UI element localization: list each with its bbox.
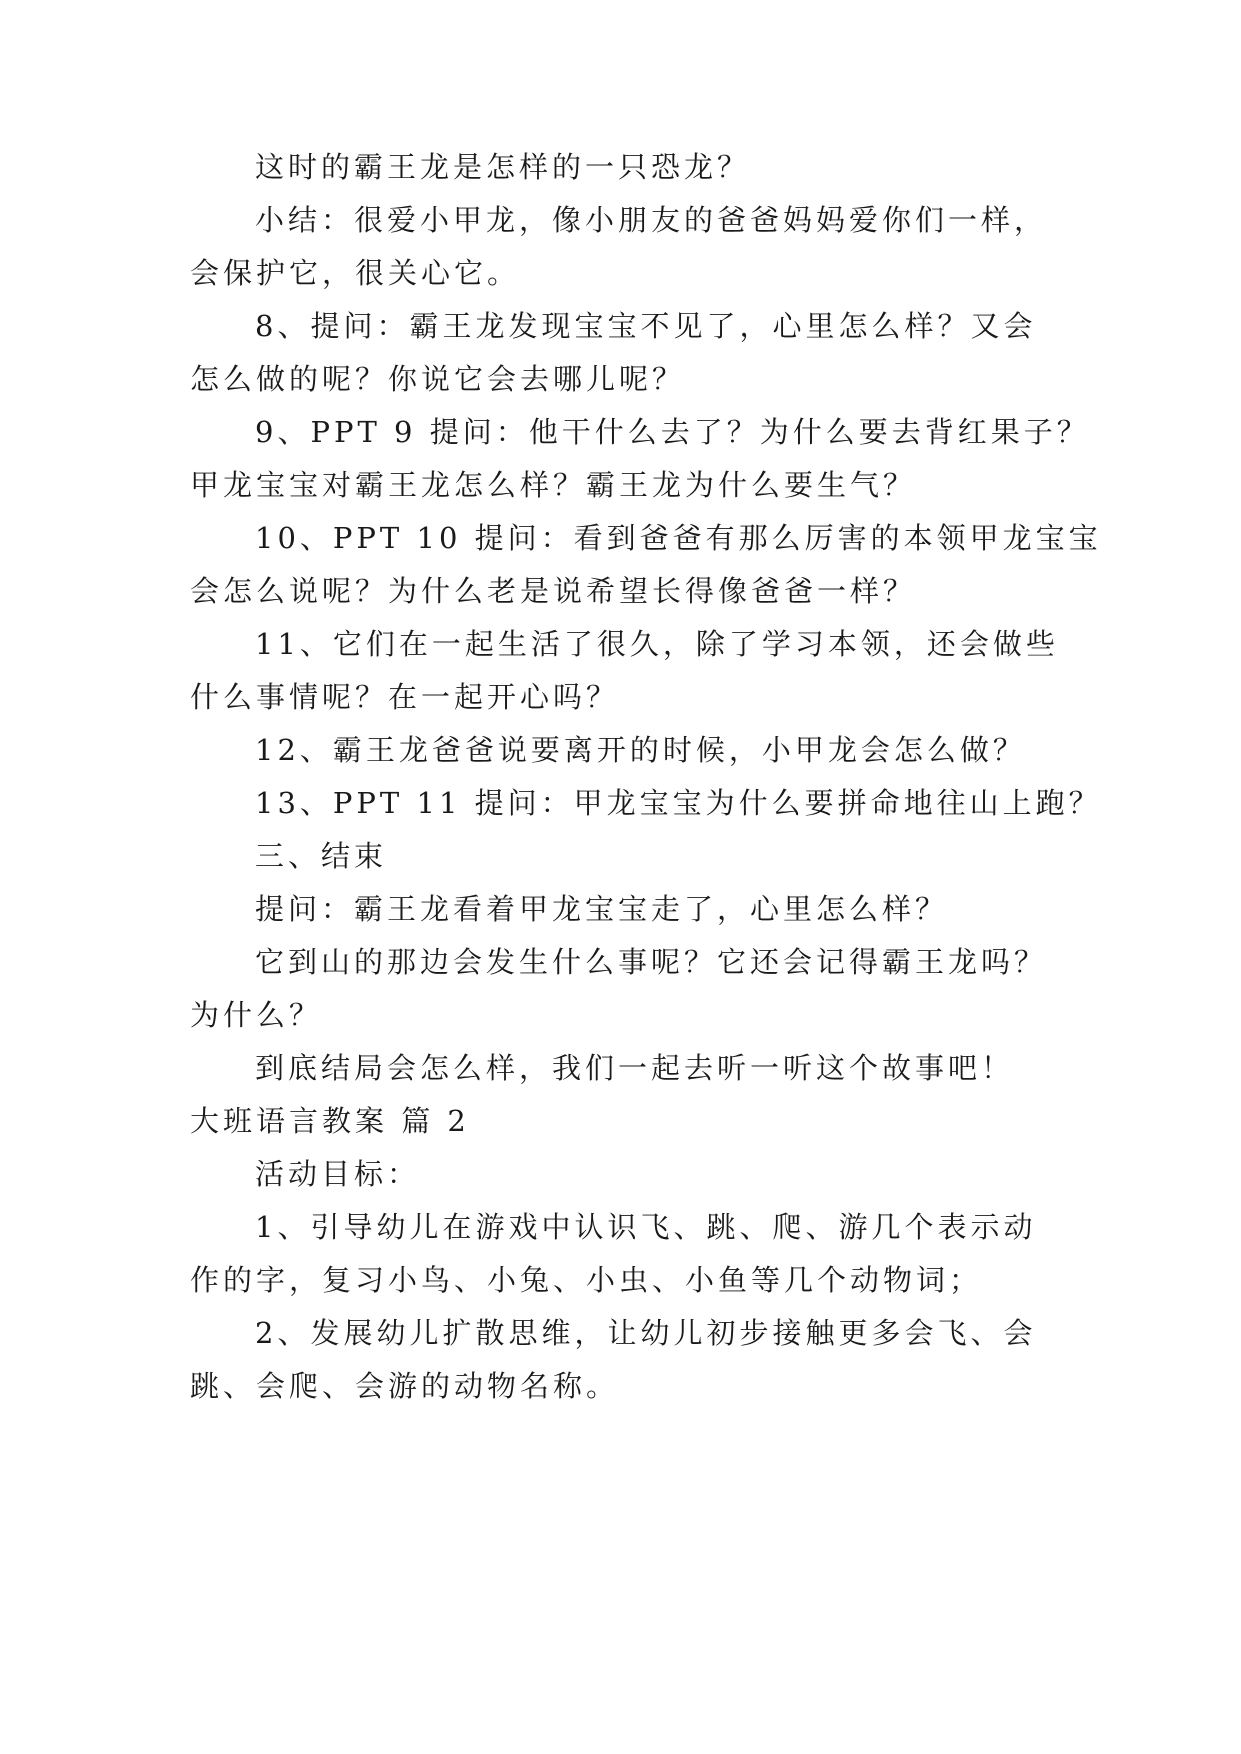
paragraph-line: 它到山的那边会发生什么事呢？它还会记得霸王龙吗？ — [255, 945, 1048, 979]
paragraph-line: 到底结局会怎么样，我们一起去听一听这个故事吧！ — [255, 1051, 1015, 1085]
paragraph-line: 会保护它，很关心它。 — [190, 256, 521, 290]
paragraph-line: 9、PPT 9 提问：他干什么去了？为什么要去背红果子？ — [255, 415, 1090, 449]
paragraph-line: 怎么做的呢？你说它会去哪儿呢？ — [190, 362, 686, 396]
paragraph-line: 甲龙宝宝对霸王龙怎么样？霸王龙为什么要生气？ — [190, 468, 917, 502]
paragraph-line: 什么事情呢？在一起开心吗？ — [190, 680, 620, 714]
section-heading: 活动目标： — [255, 1157, 421, 1191]
section-heading: 三、结束 — [255, 839, 388, 873]
paragraph-line: 1、引导幼儿在游戏中认识飞、跳、爬、游几个表示动 — [255, 1210, 1037, 1244]
paragraph-line: 2、发展幼儿扩散思维，让幼儿初步接触更多会飞、会 — [255, 1316, 1037, 1350]
paragraph-line: 跳、会爬、会游的动物名称。 — [190, 1369, 620, 1403]
paragraph-line: 为什么？ — [190, 998, 323, 1032]
paragraph-line: 这时的霸王龙是怎样的一只恐龙？ — [255, 150, 751, 184]
paragraph-line: 作的字，复习小鸟、小兔、小虫、小鱼等几个动物词； — [190, 1263, 983, 1297]
paragraph-line: 11、它们在一起生活了很久，除了学习本领，还会做些 — [255, 627, 1059, 661]
paragraph-line: 10、PPT 10 提问：看到爸爸有那么厉害的本领甲龙宝宝 — [255, 521, 1102, 555]
paragraph-line: 13、PPT 11 提问：甲龙宝宝为什么要拼命地往山上跑？ — [255, 786, 1102, 820]
paragraph-line: 提问：霸王龙看着甲龙宝宝走了，心里怎么样？ — [255, 892, 949, 926]
paragraph-line: 会怎么说呢？为什么老是说希望长得像爸爸一样？ — [190, 574, 917, 608]
document-title: 大班语言教案 篇 2 — [190, 1104, 470, 1138]
paragraph-line: 12、霸王龙爸爸说要离开的时候，小甲龙会怎么做？ — [255, 733, 1026, 767]
paragraph-line: 小结：很爱小甲龙，像小朋友的爸爸妈妈爱你们一样， — [255, 203, 1048, 237]
paragraph-line: 8、提问：霸王龙发现宝宝不见了，心里怎么样？又会 — [255, 309, 1037, 343]
